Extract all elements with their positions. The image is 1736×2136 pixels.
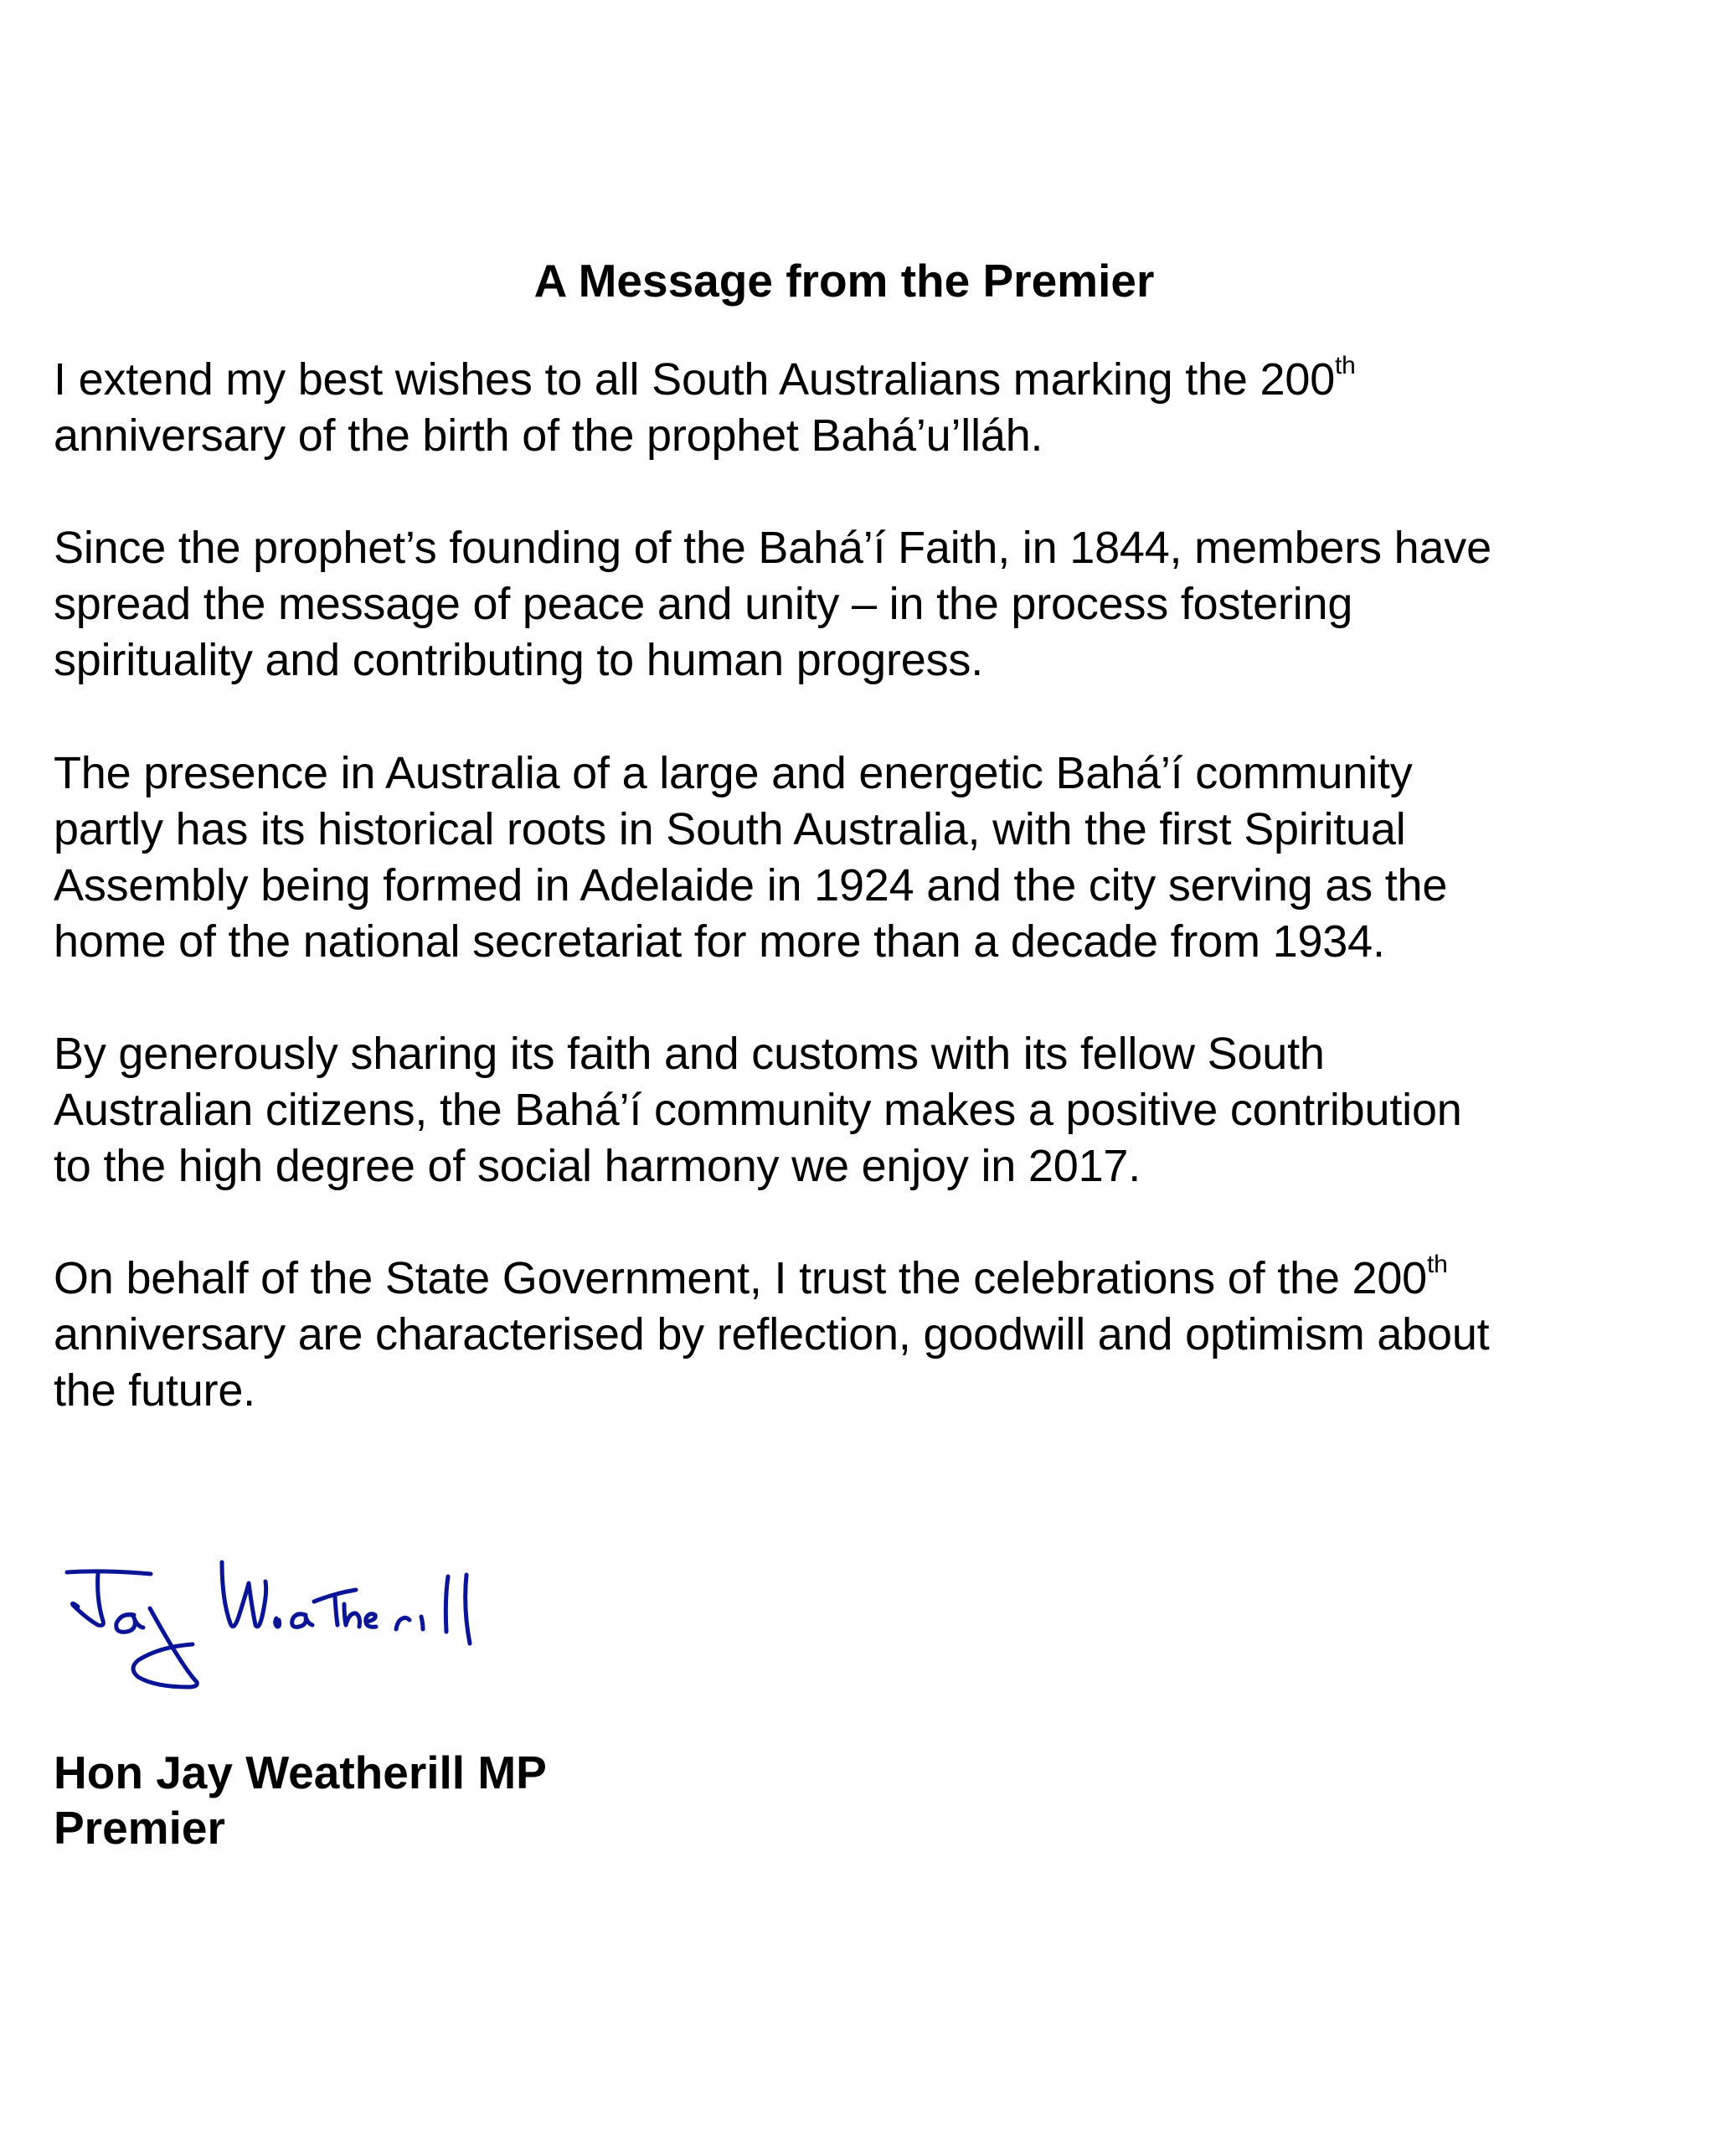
paragraph-3 [54,746,1695,970]
paragraph-line: the future. [54,1365,255,1416]
paragraph-5 [54,1251,1695,1419]
paragraph-line: to the high degree of social harmony we enjoy in 2017. [54,1141,1141,1191]
paragraph-line: spread the message of peace and unity – in the process fostering [54,579,1353,629]
paragraph-line: home of the national secretariat for more than a decade from 1934. [54,916,1385,967]
paragraph-4 [54,1026,1695,1194]
paragraph-line: By generously sharing its faith and customs with its fellow South [54,1029,1325,1079]
paragraph-line: anniversary are characterised by reflection, goodwill and optimism about [54,1309,1490,1360]
signatory-position: Premier [54,1802,225,1854]
paragraph-line: On behalf of the State Government, I trust the celebrations of the 200th [54,1251,1448,1303]
paragraph-line: The presence in Australia of a large and energetic Bahá’í community [54,748,1413,798]
paragraph-line: partly has its historical roots in South Australia, with the first Spiritual [54,804,1406,854]
paragraph-line: Since the prophet’s founding of the Bahá’í Faith, in 1844, members have [54,523,1491,573]
paragraph-line: Assembly being formed in Adelaide in 1924 and the city serving as the [54,860,1448,911]
signature-icon [50,1533,770,1700]
paragraph-line: I extend my best wishes to all South Australians marking the 200th [54,352,1356,405]
signatory-block [54,1745,547,1855]
paragraph-1 [54,352,1695,464]
ordinal-suffix: th [1335,352,1356,379]
page-title: A Message from the Premier [533,255,1155,307]
paragraph-line: Australian citizens, the Bahá’í community makes a positive contribution [54,1085,1462,1135]
paragraph-2 [54,520,1695,689]
paragraph-line: spirituality and contributing to human progress. [54,635,984,685]
ordinal-suffix: th [1427,1251,1448,1278]
paragraph-line: anniversary of the birth of the prophet Bahá’u’lláh. [54,410,1043,461]
signatory-name: Hon Jay Weatherill MP [54,1746,547,1798]
